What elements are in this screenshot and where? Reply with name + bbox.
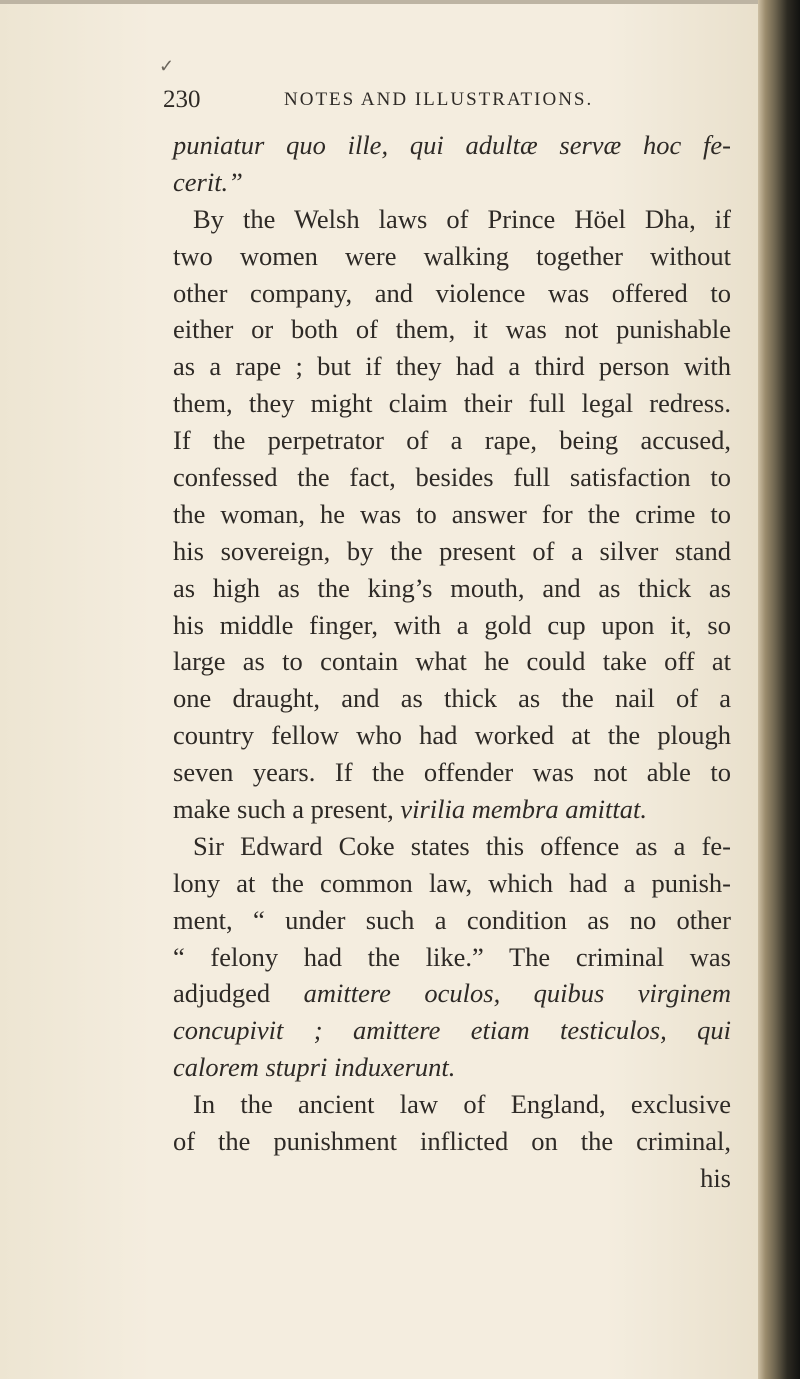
text-line: calorem stupri induxerunt. [173, 1052, 456, 1083]
text-line: Sir Edward Coke states this offence as a fe- [193, 830, 731, 861]
text-line: as a rape ; but if they had a third person with [173, 351, 731, 382]
text-run: make such a present, [173, 794, 401, 825]
text-line: confessed the fact, besides full satisfaction to [173, 462, 731, 493]
text-line: the woman, he was to answer for the crime to [173, 498, 731, 529]
text-line: ment, “ under such a condition as no other [173, 904, 731, 935]
body-text [173, 127, 731, 1197]
book-binding-edge [758, 0, 800, 1379]
page-number: 230 [163, 86, 201, 113]
page-header [163, 86, 643, 118]
text-line: his middle finger, with a gold cup upon it, so [173, 609, 731, 640]
text-line: puniatur quo ille, qui adultæ servæ hoc fe- [173, 130, 731, 160]
text-line: cerit.” [173, 166, 243, 197]
text-line: If the perpetrator of a rape, being accused, [173, 425, 731, 456]
text-line: of the punishment inflicted on the criminal, [173, 1126, 731, 1157]
text-line: as high as the king’s mouth, and as thick as [173, 572, 731, 603]
text-line: country fellow who had worked at the plough [173, 720, 731, 751]
text-line [173, 975, 731, 1012]
latin-phrase: virilia membra amittat. [400, 794, 647, 825]
catchword: his [700, 1162, 731, 1193]
text-line: lony at the common law, which had a punish- [173, 867, 731, 898]
latin-phrase: amittere oculos, quibus virginem [303, 978, 731, 1009]
text-line: one draught, and as thick as the nail of a [173, 683, 731, 714]
text-run: adjudged [173, 978, 304, 1009]
margin-mark: ✓ [159, 56, 175, 76]
text-line: his sovereign, by the present of a silver stand [173, 535, 731, 566]
text-line: concupivit ; amittere etiam testiculos, qui [173, 1015, 731, 1046]
text-line: either or both of them, it was not punishable [173, 314, 731, 345]
text-line: In the ancient law of England, exclusive [193, 1089, 731, 1120]
text-line: By the Welsh laws of Prince Höel Dha, if [193, 203, 731, 234]
text-line: seven years. If the offender was not able to [173, 757, 731, 788]
running-head: NOTES AND ILLUSTRATIONS. [284, 89, 594, 110]
text-line [173, 791, 731, 828]
text-line: large as to contain what he could take off at [173, 646, 731, 677]
top-edge-rule [0, 0, 800, 4]
text-line: them, they might claim their full legal redress. [173, 388, 731, 419]
text-line: two women were walking together without [173, 240, 731, 271]
text-line: other company, and violence was offered to [173, 277, 731, 308]
text-line: “ felony had the like.” The criminal was [173, 941, 731, 972]
